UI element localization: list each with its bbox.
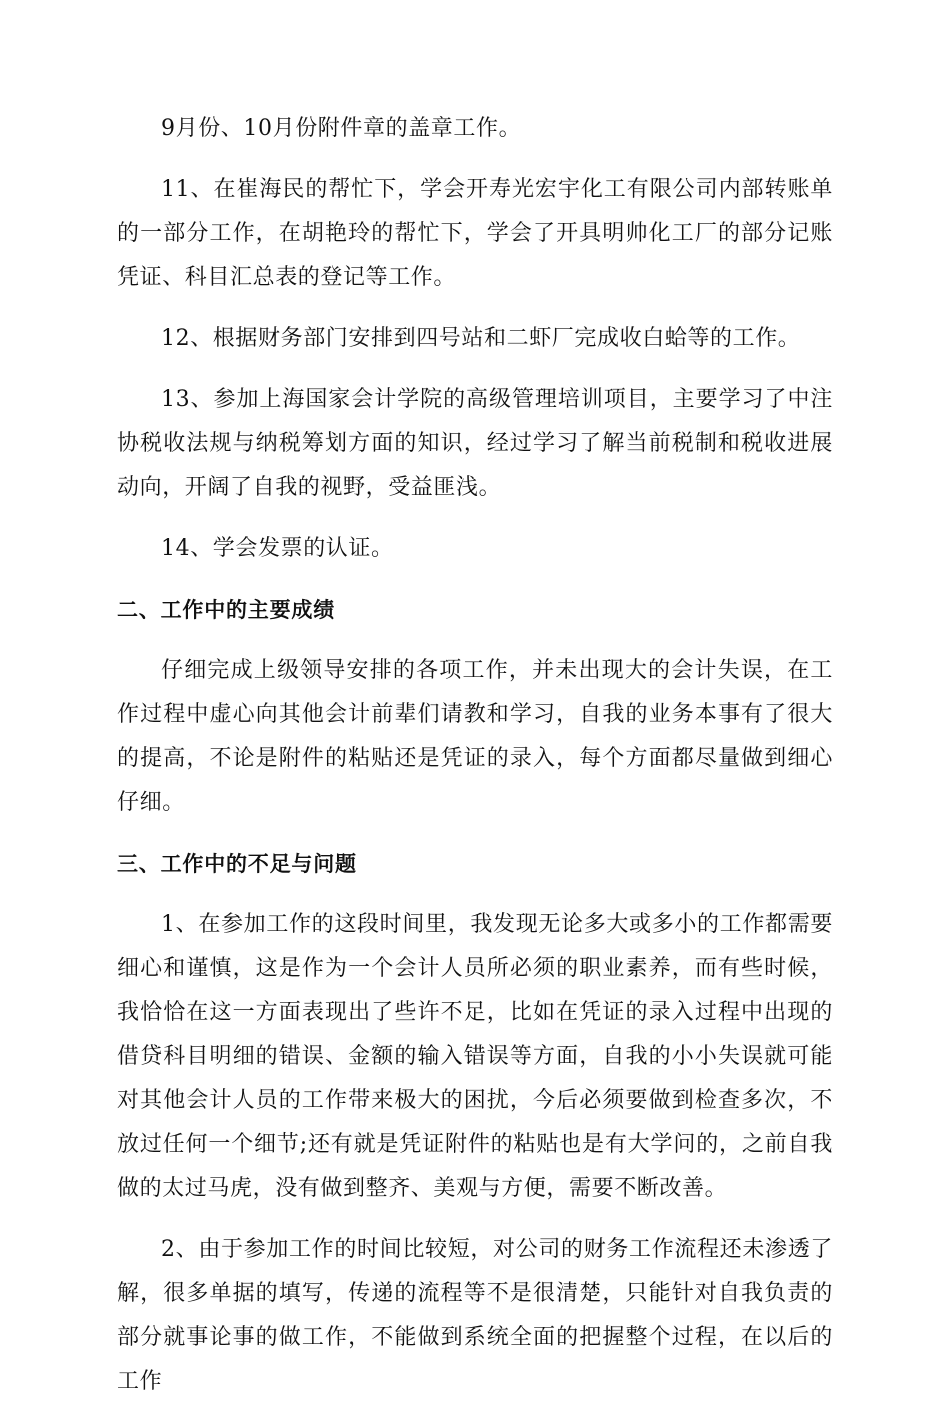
paragraph-shortcoming-1: 1、在参加工作的这段时间里，我发现无论多大或多小的工作都需要细心和谨慎，这是作为一个会计人员所必须的职业素养，而有些时候，我恰恰在这一方面表现出了些许不足，比如在凭证的录入过程中出现的借贷科目明细的错误、金额的输入错误等方面，自我的小小失误就可能对其他会计人员的工作带来极大的困扰，今后必须要做到检查多次，不放过任何一个细节;还有就是凭证附件的粘贴也是有大学问的，之前自我做的太过马虎，没有做到整齐、美观与方便，需要不断改善。	[117, 912, 833, 1201]
paragraph-achievements: 仔细完成上级领导安排的各项工作，并未出现大的会计失误，在工作过程中虚心向其他会计前辈们请教和学习，自我的业务本事有了很大的提高，不论是附件的粘贴还是凭证的录入，每个方面都尽量做到细心仔细。	[117, 658, 833, 815]
paragraph-item-13: 13、参加上海国家会计学院的高级管理培训项目，主要学习了中注协税收法规与纳税筹划方面的知识，经过学习了解当前税制和税收进展动向，开阔了自我的视野，受益匪浅。	[117, 387, 833, 500]
document-body	[117, 107, 833, 1421]
paragraph-item-12: 12、根据财务部门安排到四号站和二虾厂完成收白蛤等的工作。	[161, 326, 801, 351]
section-heading-achievements: 二、工作中的主要成绩	[117, 598, 335, 622]
paragraph-item-11: 11、在崔海民的帮忙下，学会开寿光宏宇化工有限公司内部转账单的一部分工作，在胡艳玲的帮忙下，学会了开具明帅化工厂的部分记账凭证、科目汇总表的登记等工作。	[117, 177, 833, 290]
section-heading-shortcomings: 三、工作中的不足与问题	[117, 852, 357, 876]
paragraph-shortcoming-2: 2、由于参加工作的时间比较短，对公司的财务工作流程还未渗透了解，很多单据的填写，传递的流程等不是很清楚，只能针对自我负责的部分就事论事的做工作，不能做到系统全面的把握整个过程，在以后的工作	[117, 1237, 833, 1394]
paragraph-item-9-10: 9月份、10月份附件章的盖章工作。	[161, 116, 522, 141]
paragraph-item-14: 14、学会发票的认证。	[161, 536, 394, 561]
